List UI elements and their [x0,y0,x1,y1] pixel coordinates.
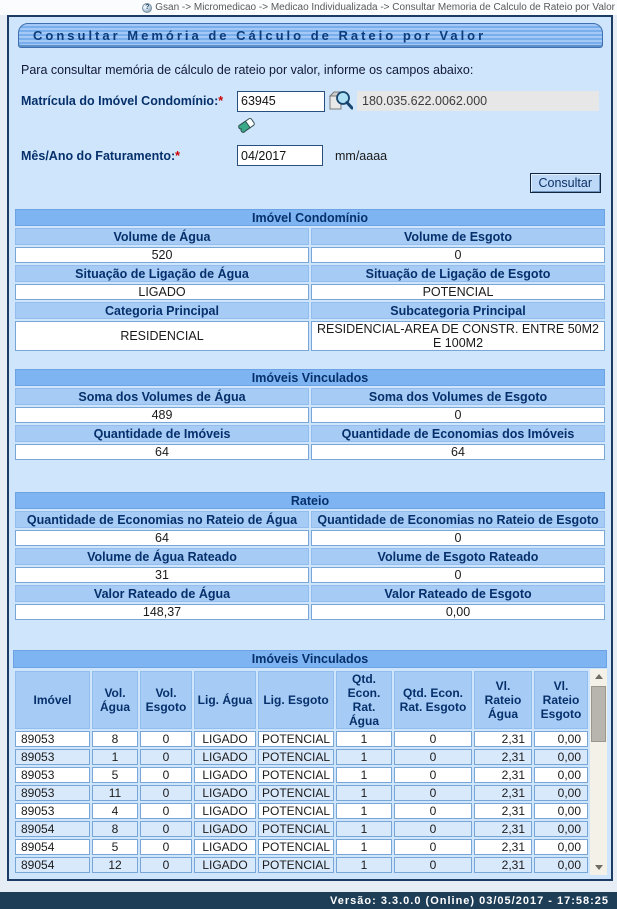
required-asterisk: * [218,94,224,108]
column-header: Situação de Ligação de Esgoto [311,265,605,282]
vl-rateio-agua-cell: 2,31 [474,731,532,747]
qtd-econ-rat-agua-cell: 1 [336,785,392,801]
page-title [18,23,603,48]
table-row [15,803,588,819]
qtd-econ-rat-esgoto-cell: 0 [394,767,472,783]
imovel-cell: 89053 [15,803,90,819]
column-header: Volume de Água Rateado [15,548,309,565]
value-cell: RESIDENCIAL-AREA DE CONSTR. ENTRE 50M2 E 100M2 [311,321,605,351]
qtd-econ-rat-agua-cell: 1 [336,731,392,747]
vol-agua-cell: 11 [92,785,138,801]
column-header: Valor Rateado de Água [15,585,309,602]
vl-rateio-esgoto-cell: 0,00 [534,749,588,765]
qtd-econ-rat-agua-cell: 1 [336,821,392,837]
vl-rateio-agua-cell: 2,31 [474,785,532,801]
scroll-down-button[interactable] [590,860,607,875]
table-title: Rateio [15,492,605,509]
consultar-button[interactable]: Consultar [530,173,602,193]
column-header: Subcategoria Principal [311,302,605,319]
table-row [15,821,588,837]
vl-rateio-esgoto-cell: 0,00 [534,785,588,801]
vl-rateio-esgoto-cell: 0,00 [534,839,588,855]
imovel-cell: 89053 [15,731,90,747]
instruction-text: Para consultar memória de cálculo de rateio por valor, informe os campos abaixo: [21,63,474,77]
column-header: Situação de Ligação de Água [15,265,309,282]
column-header: Soma dos Volumes de Esgoto [311,388,605,405]
lig-esgoto-cell: POTENCIAL [258,821,334,837]
required-asterisk: * [175,148,181,163]
imoveis-vinculados-grid [13,650,607,875]
search-button[interactable] [329,90,353,112]
table-row [15,785,588,801]
rateio-table [13,490,607,622]
vl-rateio-esgoto-cell: 0,00 [534,767,588,783]
lig-esgoto-cell: POTENCIAL [258,839,334,855]
grid-header-row [15,671,588,729]
column-header: Lig. Esgoto [258,671,334,729]
column-header: Soma dos Volumes de Água [15,388,309,405]
column-header: Valor Rateado de Esgoto [311,585,605,602]
table-row [15,767,588,783]
column-header: Imóvel [15,671,90,729]
qtd-econ-rat-esgoto-cell: 0 [394,857,472,873]
imovel-cell: 89053 [15,749,90,765]
qtd-econ-rat-agua-cell: 1 [336,767,392,783]
lig-agua-cell: LIGADO [194,857,256,873]
column-header: Vl. Rateio Água [474,671,532,729]
lig-agua-cell: LIGADO [194,749,256,765]
main-frame [7,15,613,881]
column-header: Quantidade de Economias no Rateio de Água [15,511,309,528]
qtd-econ-rat-esgoto-cell: 0 [394,785,472,801]
date-format-hint: mm/aaaa [335,148,388,163]
value-cell: LIGADO [15,284,309,300]
value-cell: 64 [311,444,605,460]
lig-agua-cell: LIGADO [194,785,256,801]
column-header: Volume de Esgoto Rateado [311,548,605,565]
inscricao-field: 180.035.622.0062.000 [357,91,599,111]
imovel-cell: 89053 [15,785,90,801]
table-row [15,731,588,747]
qtd-econ-rat-esgoto-cell: 0 [394,803,472,819]
value-cell: 0,00 [311,604,605,620]
scrollbar-thumb[interactable] [591,686,606,742]
lig-esgoto-cell: POTENCIAL [258,803,334,819]
vol-esgoto-cell: 0 [140,749,192,765]
vol-esgoto-cell: 0 [140,767,192,783]
column-header: Quantidade de Imóveis [15,425,309,442]
column-header: Vol. Água [92,671,138,729]
vol-agua-cell: 8 [92,731,138,747]
lig-agua-cell: LIGADO [194,767,256,783]
column-header: Vol. Esgoto [140,671,192,729]
imovel-cell: 89054 [15,857,90,873]
help-icon[interactable]: ? [142,3,152,13]
eraser-icon [237,115,257,134]
vl-rateio-agua-cell: 2,31 [474,767,532,783]
vol-esgoto-cell: 0 [140,839,192,855]
column-header: Quantidade de Economias dos Imóveis [311,425,605,442]
qtd-econ-rat-esgoto-cell: 0 [394,821,472,837]
value-cell: 64 [15,530,309,546]
vl-rateio-agua-cell: 2,31 [474,749,532,765]
column-header: Categoria Principal [15,302,309,319]
table-row [15,839,588,855]
value-cell: 0 [311,530,605,546]
vl-rateio-esgoto-cell: 0,00 [534,731,588,747]
column-header: Vl. Rateio Esgoto [534,671,588,729]
vl-rateio-agua-cell: 2,31 [474,821,532,837]
value-cell: 520 [15,247,309,263]
vertical-scrollbar[interactable] [590,669,607,875]
qtd-econ-rat-agua-cell: 1 [336,749,392,765]
lig-agua-cell: LIGADO [194,803,256,819]
page-title-text: Consultar Memória de Cálculo de Rateio por Valor [33,28,487,43]
vl-rateio-esgoto-cell: 0,00 [534,821,588,837]
value-cell: POTENCIAL [311,284,605,300]
value-cell: 64 [15,444,309,460]
vol-esgoto-cell: 0 [140,731,192,747]
lig-esgoto-cell: POTENCIAL [258,857,334,873]
vol-agua-cell: 12 [92,857,138,873]
qtd-econ-rat-esgoto-cell: 0 [394,839,472,855]
value-cell: 0 [311,567,605,583]
clear-matricula-button[interactable] [237,115,257,134]
table-title: Imóvel Condomínio [15,209,605,226]
scroll-up-button[interactable] [590,669,607,684]
arrow-down-icon [595,865,603,870]
value-cell: 489 [15,407,309,423]
column-header: Volume de Esgoto [311,228,605,245]
version-bar [0,892,617,909]
search-icon [329,90,353,112]
vl-rateio-esgoto-cell: 0,00 [534,803,588,819]
qtd-econ-rat-agua-cell: 1 [336,839,392,855]
column-header: Quantidade de Economias no Rateio de Esgoto [311,511,605,528]
grid-viewport [13,669,589,875]
column-header: Volume de Água [15,228,309,245]
lig-esgoto-cell: POTENCIAL [258,749,334,765]
column-header: Qtd. Econ. Rat. Água [336,671,392,729]
column-header: Lig. Água [194,671,256,729]
vol-esgoto-cell: 0 [140,857,192,873]
lig-agua-cell: LIGADO [194,839,256,855]
matricula-input[interactable] [237,91,325,112]
table-row [15,857,588,873]
imovel-cell: 89053 [15,767,90,783]
breadcrumb [0,0,617,15]
lig-esgoto-cell: POTENCIAL [258,731,334,747]
imovel-condominio-table [13,207,607,353]
vol-agua-cell: 1 [92,749,138,765]
column-header: Qtd. Econ. Rat. Esgoto [394,671,472,729]
lig-esgoto-cell: POTENCIAL [258,785,334,801]
vl-rateio-agua-cell: 2,31 [474,803,532,819]
version-text: Versão: 3.3.0.0 (Online) 03/05/2017 - 17:58:25 [330,894,609,907]
value-cell: 148,37 [15,604,309,620]
breadcrumb-text: Gsan -> Micromedicao -> Medicao Individualizada -> Consultar Memoria de Calculo de Rateio por Valor [155,2,615,13]
value-cell: RESIDENCIAL [15,321,309,351]
value-cell: 0 [311,247,605,263]
vol-agua-cell: 8 [92,821,138,837]
qtd-econ-rat-agua-cell: 1 [336,857,392,873]
imovel-cell: 89054 [15,839,90,855]
lig-esgoto-cell: POTENCIAL [258,767,334,783]
value-cell: 31 [15,567,309,583]
table-title: Imóveis Vinculados [13,650,607,668]
qtd-econ-rat-esgoto-cell: 0 [394,749,472,765]
matricula-row [21,90,611,112]
qtd-econ-rat-agua-cell: 1 [336,803,392,819]
qtd-econ-rat-esgoto-cell: 0 [394,731,472,747]
mes-ano-input[interactable] [237,145,323,166]
consultar-row [9,173,611,193]
vol-agua-cell: 5 [92,839,138,855]
vol-esgoto-cell: 0 [140,821,192,837]
value-cell: 0 [311,407,605,423]
vol-esgoto-cell: 0 [140,785,192,801]
table-title: Imóveis Vinculados [15,369,605,386]
vl-rateio-agua-cell: 2,31 [474,857,532,873]
matricula-label: Matrícula do Imóvel Condomínio:* [21,94,224,108]
vol-esgoto-cell: 0 [140,803,192,819]
imovel-cell: 89054 [15,821,90,837]
vol-agua-cell: 4 [92,803,138,819]
vol-agua-cell: 5 [92,767,138,783]
lig-agua-cell: LIGADO [194,821,256,837]
mes-ano-label: Mês/Ano do Faturamento:* [21,148,181,163]
table-row [15,749,588,765]
vl-rateio-agua-cell: 2,31 [474,839,532,855]
lig-agua-cell: LIGADO [194,731,256,747]
imoveis-vinculados-grid-body [15,731,588,875]
vl-rateio-esgoto-cell: 0,00 [534,857,588,873]
imoveis-vinculados-resumo-table [13,367,607,462]
arrow-up-icon [595,674,603,679]
eraser-row [237,115,611,134]
mes-ano-row [21,145,611,166]
